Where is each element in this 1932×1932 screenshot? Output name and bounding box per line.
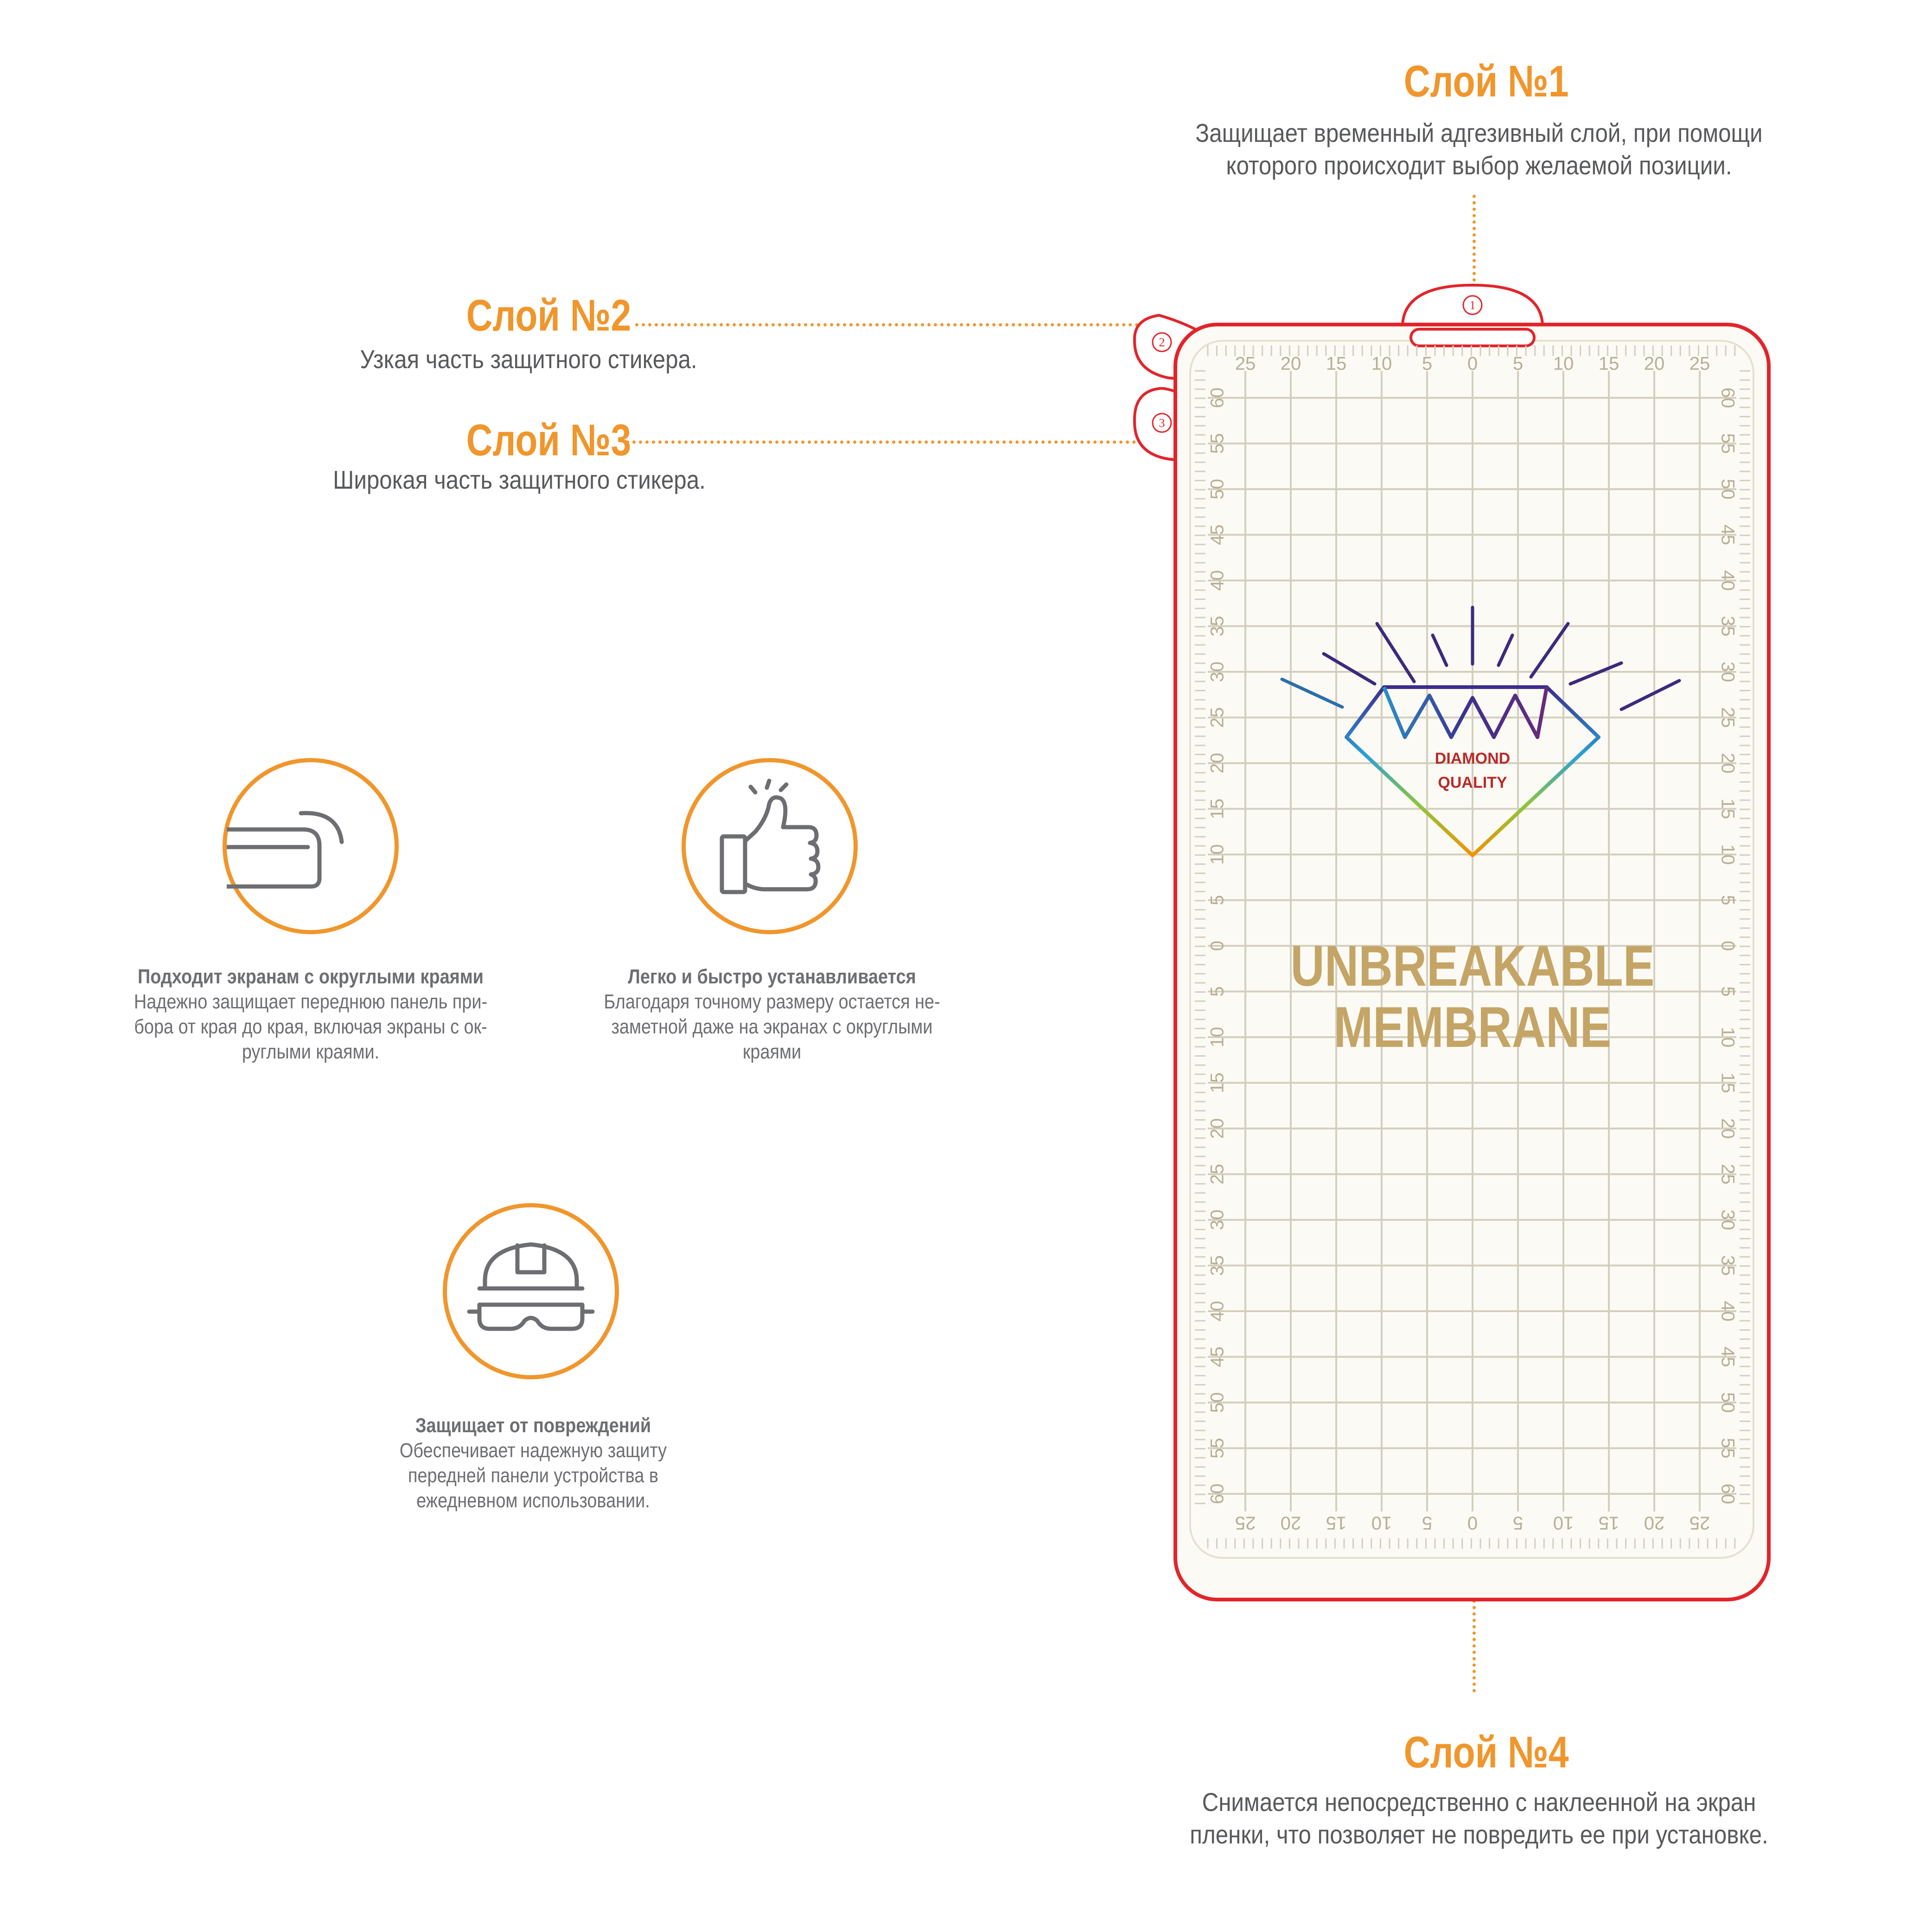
layer-2-title: Слой №2: [466, 291, 631, 340]
ruler-label-right: 20: [1717, 1118, 1738, 1139]
ruler-label-top: 5: [1512, 353, 1524, 374]
ruler-label-top: 20: [1644, 353, 1665, 374]
ruler-label-top: 10: [1371, 353, 1392, 374]
ruler-label-right: 25: [1717, 707, 1738, 728]
ruler-label-right: 10: [1717, 844, 1738, 865]
ruler-label-right: 30: [1717, 1209, 1738, 1231]
feature-1-body-line-1: Надежно защищает переднюю панель при-: [134, 990, 488, 1013]
ruler-label-bottom: 15: [1326, 1512, 1347, 1533]
hard-hat-goggles-icon: [447, 1207, 615, 1375]
ruler-label-left: 30: [1207, 1209, 1228, 1231]
ruler-label-right: 60: [1717, 1483, 1738, 1505]
ruler-label-bottom: 10: [1371, 1512, 1392, 1533]
diamond-quality-badge: [1414, 746, 1531, 795]
ruler-label-right: 20: [1717, 752, 1738, 774]
brand-line-2: MEMBRANE: [1333, 995, 1612, 1059]
ruler-label-left: 40: [1207, 570, 1228, 591]
feature-3-icon-circle: [443, 1203, 619, 1379]
ruler-label-bottom: 25: [1689, 1512, 1710, 1533]
feature-1-icon-circle: [223, 758, 399, 934]
feature-2-body-line-1: Благодаря точному размеру остается не-: [604, 990, 940, 1013]
ruler-label-top: 10: [1553, 353, 1574, 374]
curved-edge-screen-icon: [227, 762, 395, 930]
ruler-label-right: 60: [1717, 387, 1738, 408]
layer-1-description-line-2: которого происходит выбор желаемой позиции.: [1226, 151, 1732, 180]
ruler-label-left: 55: [1207, 1438, 1228, 1459]
ruler-label-top: 0: [1467, 353, 1478, 374]
ruler-label-right: 30: [1717, 661, 1738, 682]
ruler-label-left: 60: [1207, 387, 1228, 408]
tab-2-number: 2: [1159, 336, 1165, 349]
ruler-label-left: 45: [1207, 1346, 1228, 1367]
ruler-label-top: 25: [1689, 353, 1710, 374]
ruler-label-left: 10: [1207, 1027, 1228, 1048]
ruler-label-left: 30: [1207, 661, 1228, 682]
tab-slot: [1411, 329, 1534, 346]
ruler-label-left: 45: [1207, 524, 1228, 545]
ruler-label-left: 25: [1207, 707, 1228, 728]
feature-2-text: [554, 964, 990, 1065]
feature-1-body-line-3: руглыми краями.: [242, 1040, 380, 1063]
tab-3-number: 3: [1159, 416, 1165, 430]
feature-1-title: Подходит экранам с округлыми краями: [138, 965, 484, 988]
ruler-label-left: 20: [1207, 1118, 1228, 1139]
layer-4-description-line-1: Снимается непосредственно с наклеенной на экран: [1202, 1787, 1756, 1817]
ruler-label-right: 15: [1717, 798, 1738, 819]
layer-3-title: Слой №3: [466, 415, 631, 465]
feature-2-title: Легко и быстро устанавливается: [628, 965, 916, 988]
ruler-label-right: 15: [1717, 1072, 1738, 1093]
ruler-label-left: 25: [1207, 1164, 1228, 1185]
layer-2-description: Узкая часть защитного стикера.: [360, 344, 697, 374]
ruler-label-right: 0: [1717, 940, 1738, 951]
ruler-label-right: 45: [1717, 524, 1738, 545]
layer-3-description: Широкая часть защитного стикера.: [333, 465, 706, 494]
feature-1-text: [93, 964, 529, 1065]
ruler-label-right: 35: [1717, 1255, 1738, 1276]
feature-2-icon-circle: [682, 758, 858, 934]
ruler-label-left: 35: [1207, 616, 1228, 637]
layer-4-title: Слой №4: [1403, 1728, 1569, 1777]
ruler-label-left: 20: [1207, 752, 1228, 774]
feature-3-text: [315, 1413, 751, 1513]
ruler-label-left: 55: [1207, 433, 1228, 454]
feature-3-body-line-1: Обеспечивает надежную защиту: [399, 1439, 667, 1462]
ruler-label-left: 50: [1207, 478, 1228, 500]
layer-1-description-line-1: Защищает временный адгезивный слой, при помощи: [1195, 118, 1763, 147]
ruler-label-right: 40: [1717, 570, 1738, 591]
ruler-label-left: 15: [1207, 1072, 1228, 1093]
ruler-label-right: 50: [1717, 1392, 1738, 1413]
ruler-label-bottom: 5: [1422, 1512, 1433, 1533]
ruler-label-left: 5: [1207, 895, 1228, 905]
ruler-label-left: 15: [1207, 798, 1228, 819]
ruler-label-top: 15: [1598, 353, 1620, 374]
layer-4-description-line-2: пленки, что позволяет не повредить ее при установке.: [1190, 1820, 1768, 1849]
ruler-label-bottom: 10: [1553, 1512, 1574, 1533]
ruler-label-bottom: 15: [1598, 1512, 1620, 1533]
brand-line-1: UNBREAKABLE: [1290, 934, 1655, 998]
ruler-label-right: 5: [1717, 895, 1738, 905]
badge-line-1: DIAMOND: [1435, 750, 1511, 767]
feature-3-body-line-3: ежедневном использовании.: [416, 1489, 650, 1512]
ruler-label-right: 35: [1717, 616, 1738, 637]
feature-2-body-line-2: заметной даже на экранах с округлыми: [611, 1015, 933, 1038]
ruler-label-bottom: 5: [1512, 1512, 1524, 1533]
ruler-label-right: 45: [1717, 1346, 1738, 1367]
ruler-label-top: 25: [1235, 353, 1256, 374]
tab-1-number: 1: [1469, 299, 1476, 312]
feature-3-title: Защищает от повреждений: [415, 1414, 651, 1437]
ruler-label-right: 5: [1717, 986, 1738, 997]
ruler-label-top: 15: [1326, 353, 1347, 374]
ruler-label-bottom: 20: [1644, 1512, 1665, 1533]
badge-line-2: QUALITY: [1438, 774, 1507, 791]
ruler-label-right: 10: [1717, 1027, 1738, 1048]
ruler-label-right: 25: [1717, 1164, 1738, 1185]
feature-2-body-line-3: краями: [742, 1040, 802, 1063]
ruler-label-right: 55: [1717, 1438, 1738, 1459]
ruler-label-right: 50: [1717, 478, 1738, 500]
ruler-label-top: 20: [1280, 353, 1301, 374]
ruler-label-left: 35: [1207, 1255, 1228, 1276]
ruler-label-bottom: 0: [1467, 1512, 1478, 1533]
feature-1-body-line-2: бора от края до края, включая экраны с ок-: [134, 1015, 487, 1038]
ruler-label-bottom: 20: [1280, 1512, 1301, 1533]
ruler-label-left: 60: [1207, 1483, 1228, 1505]
feature-3-body-line-2: передней панели устройства в: [408, 1464, 658, 1487]
ruler-label-bottom: 25: [1235, 1512, 1256, 1533]
ruler-label-left: 10: [1207, 844, 1228, 865]
layer-1-title: Слой №1: [1403, 57, 1569, 106]
ruler-label-left: 5: [1207, 986, 1228, 997]
ruler-label-right: 55: [1717, 433, 1738, 454]
ruler-label-right: 40: [1717, 1301, 1738, 1322]
ruler-label-left: 0: [1207, 940, 1228, 951]
ruler-label-left: 40: [1207, 1301, 1228, 1322]
thumbs-up-icon: [686, 762, 854, 930]
ruler-label-left: 50: [1207, 1392, 1228, 1413]
ruler-label-top: 5: [1422, 353, 1433, 374]
